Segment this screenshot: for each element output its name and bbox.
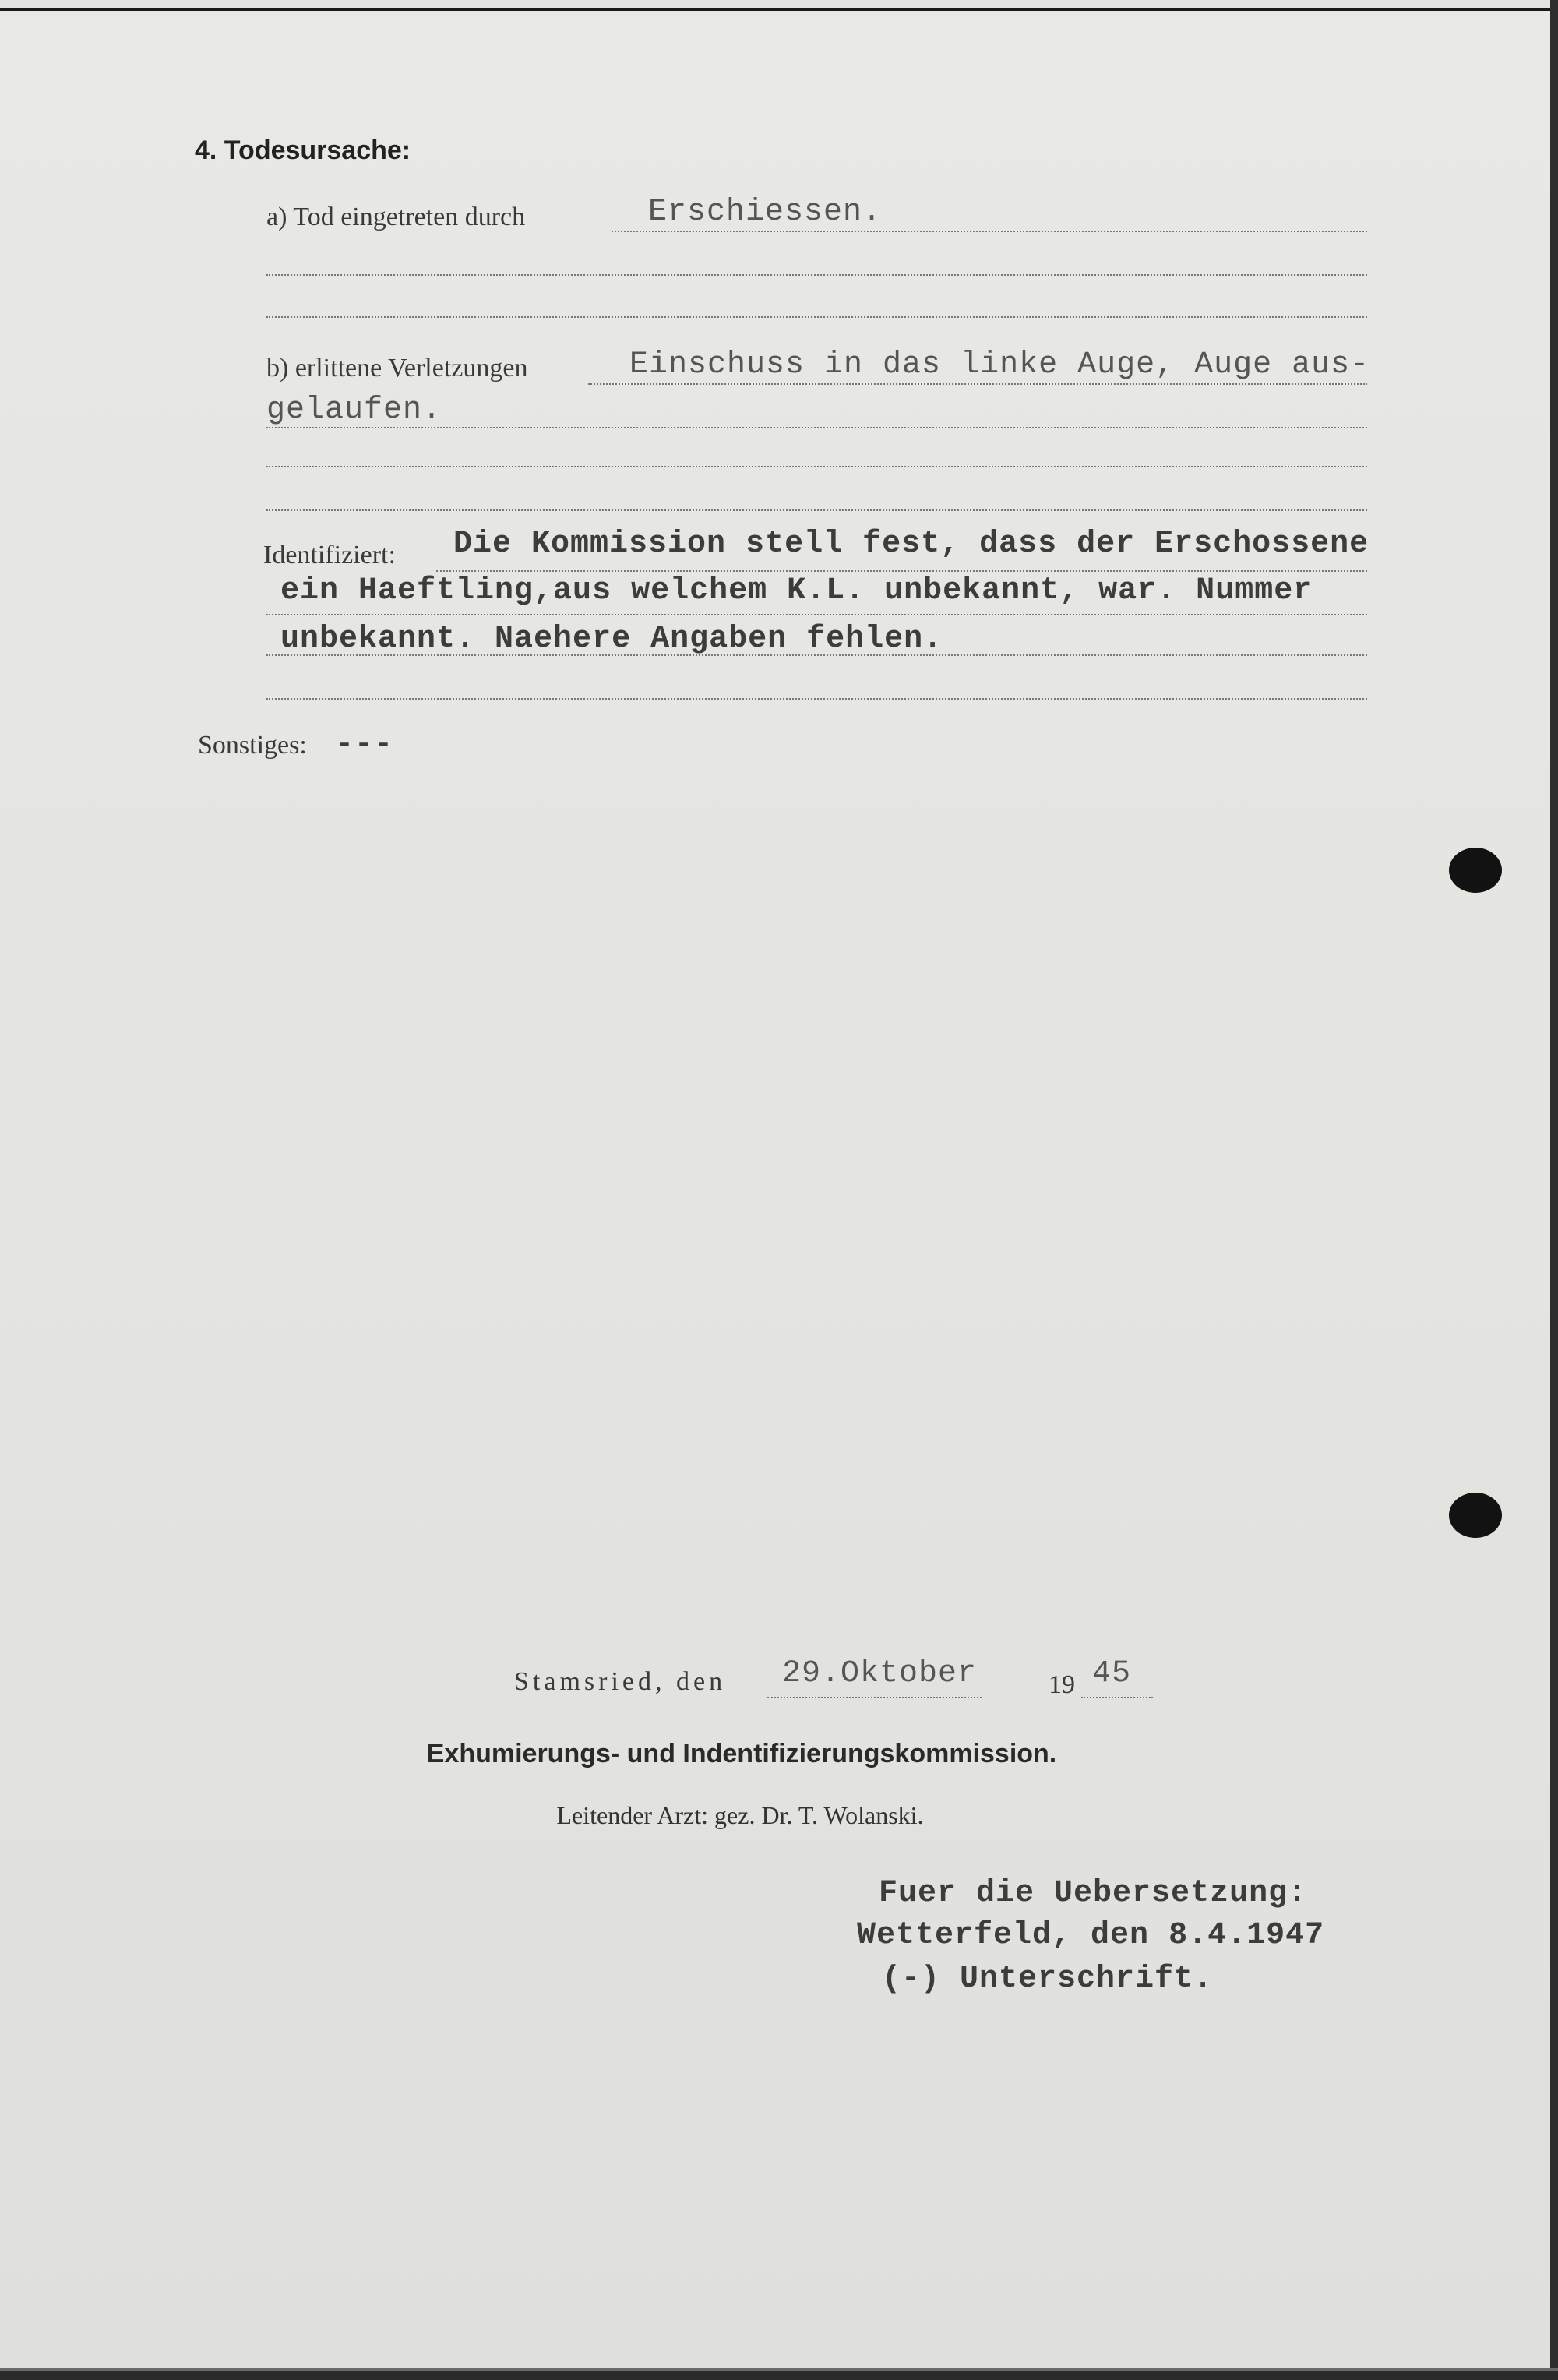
scan-edge-right <box>1550 0 1558 2380</box>
cause-b-value-line2: gelaufen. <box>266 393 442 428</box>
identified-dots3 <box>266 654 1367 656</box>
identified-label: Identifiziert: <box>263 541 396 569</box>
punch-hole <box>1449 1493 1502 1538</box>
cause-b-line <box>588 383 1367 385</box>
translation-line2: Wetterfeld, den 8.4.1947 <box>857 1918 1325 1953</box>
cause-b-value-line1: Einschuss in das linke Auge, Auge aus- <box>629 347 1370 383</box>
year-suffix: 45 <box>1092 1656 1132 1691</box>
blank-line <box>266 316 1367 318</box>
translation-line3: (-) Unterschrift. <box>882 1962 1214 1997</box>
identified-line2: ein Haeftling,aus welchem K.L. unbekannt, war. Nummer <box>280 573 1313 608</box>
document-page <box>0 8 1550 2371</box>
date-value: 29.Oktober <box>782 1656 978 1691</box>
translation-line1: Fuer die Uebersetzung: <box>879 1876 1308 1911</box>
other-value: --- <box>335 728 394 763</box>
cause-b-label: b) erlittene Verletzungen <box>266 354 528 383</box>
place-label: Stamsried, den <box>514 1667 727 1696</box>
other-label: Sonstiges: <box>198 731 307 760</box>
identified-dots2 <box>266 614 1367 615</box>
cause-b-line2 <box>266 427 1367 428</box>
blank-line <box>266 466 1367 467</box>
cause-a-label: a) Tod eingetreten durch <box>266 203 526 231</box>
blank-line <box>266 509 1367 511</box>
date-dots <box>767 1697 982 1698</box>
commission-title: Exhumierungs- und Indentifizierungskommission. <box>426 1739 1057 1768</box>
blank-line <box>266 274 1367 276</box>
identified-dots1 <box>436 570 1367 572</box>
year-dots <box>1081 1697 1153 1698</box>
identified-line3: unbekannt. Naehere Angaben fehlen. <box>280 622 943 657</box>
blank-line <box>266 698 1367 700</box>
cause-a-line <box>612 231 1367 232</box>
cause-a-value: Erschiessen. <box>648 195 883 230</box>
year-prefix: 19 <box>1049 1670 1075 1699</box>
doctor-signature-line: Leitender Arzt: gez. Dr. T. Wolanski. <box>556 1801 924 1829</box>
punch-hole <box>1449 848 1502 893</box>
identified-line1: Die Kommission stell fest, dass der Erschossene <box>453 527 1369 562</box>
scan-edge-bottom <box>0 2371 1558 2380</box>
section-heading: 4. Todesursache: <box>195 136 411 165</box>
